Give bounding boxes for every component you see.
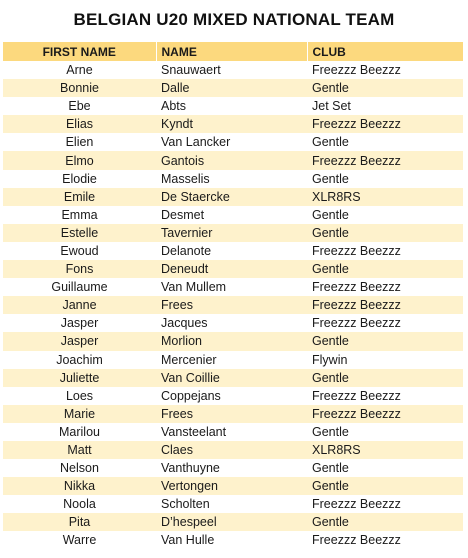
name-cell: Dalle — [156, 79, 307, 97]
name-cell: Coppejans — [161, 388, 221, 403]
name-cell: Morlion — [156, 332, 307, 350]
table-row — [3, 61, 463, 79]
club-cell: Freezzz Beezzz — [312, 63, 401, 78]
name-cell: Gantois — [156, 151, 307, 169]
first-name-cell: Elien — [65, 135, 94, 150]
table-row — [3, 296, 463, 314]
name-cell: Abts — [161, 99, 187, 114]
column-header-club: CLUB — [307, 42, 463, 61]
table-header-row — [3, 42, 463, 61]
club-cell: Freezzz Beezzz — [307, 296, 463, 314]
name-cell: Masselis — [161, 171, 210, 186]
first-name-cell: Arne — [66, 63, 93, 78]
table-row — [3, 133, 463, 151]
club-cell: Gentle — [307, 332, 463, 350]
club-cell: Freezzz Beezzz — [307, 405, 463, 423]
first-name-cell: Estelle — [3, 224, 156, 242]
first-name-cell: Emma — [61, 207, 98, 222]
table-row — [3, 405, 463, 423]
column-header-name: NAME — [156, 42, 307, 61]
first-name-cell: Loes — [65, 388, 94, 403]
club-cell: Gentle — [307, 513, 463, 531]
first-name-cell: Janne — [3, 296, 156, 314]
name-cell: Vanthuyne — [161, 461, 220, 476]
first-name-cell: Jasper — [60, 316, 99, 331]
table-row — [3, 224, 463, 242]
name-cell: Frees — [156, 405, 307, 423]
name-cell: De Staercke — [156, 188, 307, 206]
name-cell: Scholten — [161, 497, 210, 512]
table-body — [3, 61, 463, 550]
name-cell: Kyndt — [156, 115, 307, 133]
table-row — [3, 477, 463, 495]
table-row — [3, 441, 463, 459]
table-row — [3, 206, 463, 224]
first-name-cell: Pita — [3, 513, 156, 531]
first-name-cell: Marie — [3, 405, 156, 423]
name-cell: Van Hulle — [161, 533, 215, 548]
club-cell: Freezzz Beezzz — [312, 316, 401, 331]
club-cell: XLR8RS — [307, 188, 463, 206]
name-cell: Tavernier — [156, 224, 307, 242]
team-roster-table — [3, 42, 464, 550]
name-cell: Frees — [156, 296, 307, 314]
table-row — [3, 387, 463, 405]
table-row — [3, 332, 463, 350]
first-name-cell: Nelson — [60, 461, 99, 476]
club-cell: Gentle — [307, 260, 463, 278]
club-cell: Gentle — [307, 369, 463, 387]
first-name-cell: Elodie — [62, 171, 97, 186]
table-row — [3, 459, 463, 477]
club-cell: Freezzz Beezzz — [312, 243, 401, 258]
name-cell: Jacques — [161, 316, 208, 331]
table-row — [3, 278, 463, 296]
club-cell: Jet Set — [312, 99, 351, 114]
name-cell: Mercenier — [161, 352, 217, 367]
first-name-cell: Fons — [3, 260, 156, 278]
name-cell: Desmet — [161, 207, 205, 222]
name-cell: Van Mullem — [161, 280, 227, 295]
first-name-cell: Jasper — [3, 332, 156, 350]
name-cell: Van Coillie — [156, 369, 307, 387]
first-name-cell: Elias — [3, 115, 156, 133]
table-row — [3, 170, 463, 188]
first-name-cell: Warre — [62, 533, 97, 548]
first-name-cell: Elmo — [3, 151, 156, 169]
page-title: BELGIAN U20 MIXED NATIONAL TEAM — [73, 10, 395, 29]
club-cell: Freezzz Beezzz — [307, 151, 463, 169]
name-cell: Vertongen — [156, 477, 307, 495]
name-cell: Delanote — [161, 243, 212, 258]
table-row — [3, 260, 463, 278]
first-name-cell: Joachim — [56, 352, 103, 367]
table-row — [3, 351, 463, 369]
club-cell: Freezzz Beezzz — [312, 280, 401, 295]
column-header-first-name: FIRST NAME — [3, 42, 156, 61]
name-cell: Van Lancker — [161, 135, 231, 150]
club-cell: Gentle — [312, 207, 349, 222]
club-cell: Gentle — [307, 477, 463, 495]
table-row — [3, 79, 463, 97]
first-name-cell: Emile — [3, 188, 156, 206]
first-name-cell: Matt — [3, 441, 156, 459]
table-row — [3, 495, 463, 513]
club-cell: Freezzz Beezzz — [312, 388, 401, 403]
club-cell: Freezzz Beezzz — [312, 533, 401, 548]
club-cell: Freezzz Beezzz — [312, 497, 401, 512]
name-cell: Vansteelant — [161, 424, 227, 439]
club-cell: Gentle — [312, 135, 349, 150]
first-name-cell: Nikka — [3, 477, 156, 495]
club-cell: Freezzz Beezzz — [307, 115, 463, 133]
table-row — [3, 188, 463, 206]
first-name-cell: Marilou — [59, 424, 100, 439]
name-cell: Snauwaert — [161, 63, 221, 78]
table-row — [3, 97, 463, 115]
club-cell: XLR8RS — [307, 441, 463, 459]
first-name-cell: Ebe — [68, 99, 91, 114]
club-cell: Gentle — [312, 171, 349, 186]
table-row — [3, 369, 463, 387]
club-cell: Gentle — [312, 461, 349, 476]
club-cell: Gentle — [312, 424, 349, 439]
table-row — [3, 242, 463, 260]
first-name-cell: Guillaume — [51, 280, 108, 295]
club-cell: Flywin — [312, 352, 348, 367]
table-row — [3, 151, 463, 169]
first-name-cell: Bonnie — [3, 79, 156, 97]
club-cell: Gentle — [307, 224, 463, 242]
first-name-cell: Noola — [63, 497, 96, 512]
table-row — [3, 513, 463, 531]
name-cell: Claes — [156, 441, 307, 459]
table-row — [3, 423, 463, 441]
table-row — [3, 531, 463, 549]
name-cell: Deneudt — [156, 260, 307, 278]
name-cell: D’hespeel — [156, 513, 307, 531]
first-name-cell: Ewoud — [60, 243, 99, 258]
first-name-cell: Juliette — [3, 369, 156, 387]
club-cell: Gentle — [307, 79, 463, 97]
table-row — [3, 314, 463, 332]
table-row — [3, 115, 463, 133]
